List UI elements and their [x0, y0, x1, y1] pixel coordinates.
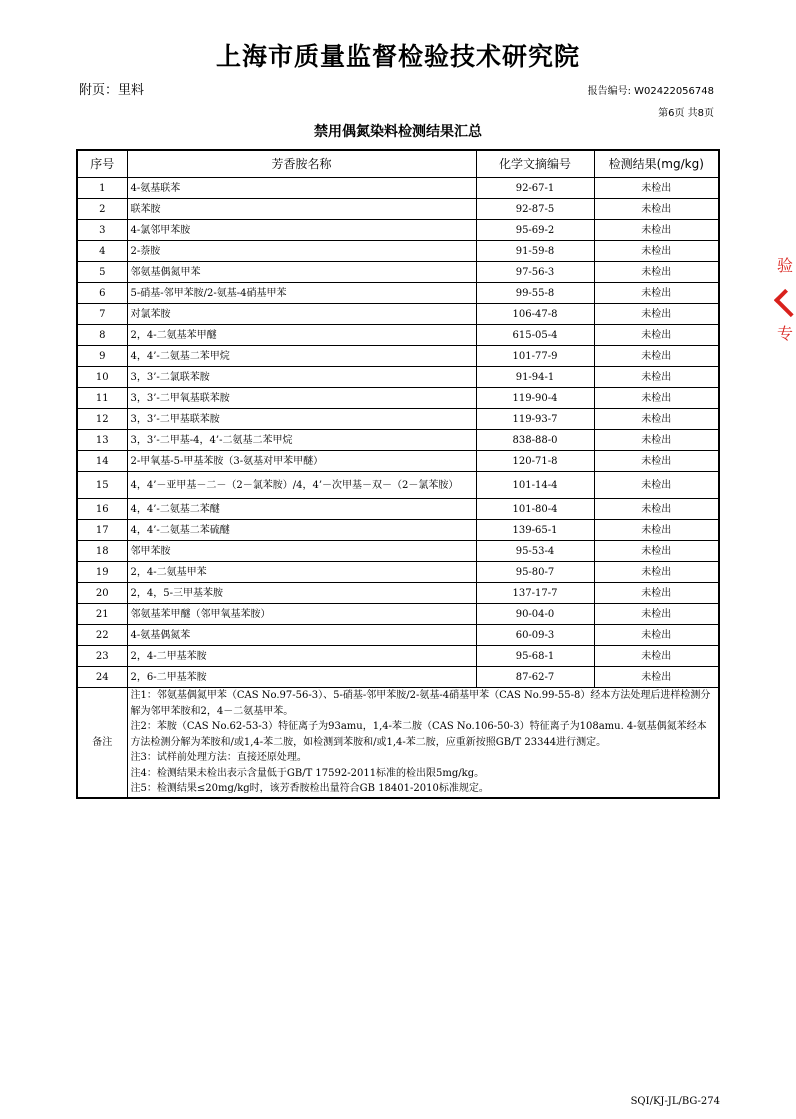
row-number: 18: [77, 541, 127, 562]
row-number: 13: [77, 430, 127, 451]
amine-name: 邻氨基偶氮甲苯: [127, 262, 476, 283]
cas-number: 95-69-2: [476, 220, 594, 241]
cas-number: 615-05-4: [476, 325, 594, 346]
results-table: [76, 149, 720, 799]
test-result: 未检出: [594, 646, 719, 667]
amine-name: 4-氯邻甲苯胺: [127, 220, 476, 241]
table-row: [77, 199, 719, 220]
table-row: [77, 451, 719, 472]
row-number: 15: [77, 472, 127, 499]
amine-name: 联苯胺: [127, 199, 476, 220]
cas-number: 91-94-1: [476, 367, 594, 388]
test-result: 未检出: [594, 472, 719, 499]
notes-label: 备注: [77, 688, 127, 798]
table-row: [77, 283, 719, 304]
test-result: 未检出: [594, 388, 719, 409]
notes-content: [127, 688, 719, 798]
test-result: 未检出: [594, 541, 719, 562]
test-result: 未检出: [594, 262, 719, 283]
cas-number: 95-68-1: [476, 646, 594, 667]
institute-title: 上海市质量监督检验技术研究院: [215, 42, 580, 71]
test-result: 未检出: [594, 283, 719, 304]
cas-number: 90-04-0: [476, 604, 594, 625]
amine-name: 邻甲苯胺: [127, 541, 476, 562]
table-row: [77, 646, 719, 667]
cas-number: 101-14-4: [476, 472, 594, 499]
row-number: 11: [77, 388, 127, 409]
cas-number: 87-62-7: [476, 667, 594, 688]
test-result: 未检出: [594, 220, 719, 241]
table-row: [77, 541, 719, 562]
row-number: 24: [77, 667, 127, 688]
row-number: 14: [77, 451, 127, 472]
table-row: [77, 667, 719, 688]
test-result: 未检出: [594, 346, 719, 367]
test-result: 未检出: [594, 304, 719, 325]
amine-name: 2-萘胺: [127, 241, 476, 262]
table-row: [77, 325, 719, 346]
table-title: 禁用偶氮染料检测结果汇总: [314, 124, 482, 140]
amine-name: 3，3’-二甲基联苯胺: [127, 409, 476, 430]
note-5: 注5：检测结果≤20mg/kg时，该芳香胺检出量符合GB 18401-2010标准规定。: [130, 783, 489, 794]
cas-number: 95-53-4: [476, 541, 594, 562]
note-4: 注4：检测结果未检出表示含量低于GB/T 17592-2011标准的检出限5mg/kg。: [130, 767, 485, 779]
amine-name: 4，4’-二氨基二苯甲烷: [127, 346, 476, 367]
seal-mark: [774, 289, 796, 317]
test-result: 未检出: [594, 520, 719, 541]
test-result: 未检出: [594, 451, 719, 472]
amine-name: 3，3’-二甲基-4，4’-二氨基二苯甲烷: [127, 430, 476, 451]
note-2: 注2：苯胺（CAS No.62-53-3）特征离子为93amu，1,4-苯二胺（CAS No.106-50-3）特征离子为108amu. 4-氨基偶氮苯经本方法检测分解为苯胺和/或1,4-苯二胺，如检测到苯胺和/或1,4-苯二胺，应重新按照GB/T 23344进行测定。: [130, 721, 707, 748]
cas-number: 119-93-7: [476, 409, 594, 430]
table-row: [77, 304, 719, 325]
row-number: 17: [77, 520, 127, 541]
cas-number: 99-55-8: [476, 283, 594, 304]
table-row: [77, 262, 719, 283]
test-result: 未检出: [594, 583, 719, 604]
cas-number: 139-65-1: [476, 520, 594, 541]
column-header-name: 芳香胺名称: [127, 150, 476, 178]
cas-number: 137-17-7: [476, 583, 594, 604]
test-result: 未检出: [594, 430, 719, 451]
table-row: [77, 583, 719, 604]
cas-number: 95-80-7: [476, 562, 594, 583]
cas-number: 120-71-8: [476, 451, 594, 472]
amine-name: 4，4’－亚甲基－二－（2－氯苯胺）/4，4’－次甲基－双－（2－氯苯胺）: [127, 472, 476, 499]
row-number: 6: [77, 283, 127, 304]
test-result: 未检出: [594, 367, 719, 388]
table-row: [77, 562, 719, 583]
cas-number: 60-09-3: [476, 625, 594, 646]
table-body: [77, 178, 719, 688]
cas-number: 91-59-8: [476, 241, 594, 262]
page-info: 第6页 共8页: [658, 108, 714, 119]
amine-name: 4，4’-二氨基二苯硫醚: [127, 520, 476, 541]
table-row: [77, 388, 719, 409]
row-number: 3: [77, 220, 127, 241]
column-header-cas: 化学文摘编号: [476, 150, 594, 178]
test-result: 未检出: [594, 325, 719, 346]
row-number: 21: [77, 604, 127, 625]
row-number: 22: [77, 625, 127, 646]
cas-number: 119-90-4: [476, 388, 594, 409]
amine-name: 5-硝基-邻甲苯胺/2-氨基-4硝基甲苯: [127, 283, 476, 304]
row-number: 5: [77, 262, 127, 283]
amine-name: 2，4-二氨基苯甲醚: [127, 325, 476, 346]
table-row: [77, 472, 719, 499]
table-row: [77, 520, 719, 541]
report-number: 报告编号: W02422056748: [587, 86, 714, 97]
table-row: [77, 430, 719, 451]
amine-name: 2，4-二甲基苯胺: [127, 646, 476, 667]
row-number: 1: [77, 178, 127, 199]
row-number: 16: [77, 499, 127, 520]
red-seal-stamp: [774, 255, 796, 395]
amine-name: 2，6-二甲基苯胺: [127, 667, 476, 688]
footer-code: SQI/KJ-JL/BG-274: [630, 1096, 720, 1107]
table-row: [77, 499, 719, 520]
row-number: 23: [77, 646, 127, 667]
table-row: [77, 220, 719, 241]
test-result: 未检出: [594, 409, 719, 430]
test-result: 未检出: [594, 667, 719, 688]
table-row: [77, 178, 719, 199]
amine-name: 3，3’-二甲氧基联苯胺: [127, 388, 476, 409]
row-number: 20: [77, 583, 127, 604]
table-row: [77, 625, 719, 646]
row-number: 9: [77, 346, 127, 367]
table-row: [77, 604, 719, 625]
amine-name: 3，3’-二氯联苯胺: [127, 367, 476, 388]
amine-name: 4，4’-二氨基二苯醚: [127, 499, 476, 520]
amine-name: 2-甲氧基-5-甲基苯胺（3-氨基对甲苯甲醚）: [127, 451, 476, 472]
row-number: 12: [77, 409, 127, 430]
seal-char-1: 验: [776, 256, 793, 275]
test-result: 未检出: [594, 199, 719, 220]
note-1: 注1：邻氨基偶氮甲苯（CAS No.97-56-3）、5-硝基-邻甲苯胺/2-氨基-4硝基甲苯（CAS No.99-55-8）经本方法处理后进样检测分解为邻甲苯胺和2，4－二氨基甲苯。: [130, 690, 711, 717]
notes-row: [77, 688, 719, 798]
amine-name: 4-氨基偶氮苯: [127, 625, 476, 646]
table-row: [77, 409, 719, 430]
test-result: 未检出: [594, 625, 719, 646]
cas-number: 106-47-8: [476, 304, 594, 325]
amine-name: 4-氨基联苯: [127, 178, 476, 199]
table-row: [77, 346, 719, 367]
seal-char-2: 专: [776, 324, 793, 343]
cas-number: 92-87-5: [476, 199, 594, 220]
row-number: 19: [77, 562, 127, 583]
amine-name: 对氯苯胺: [127, 304, 476, 325]
amine-name: 2，4-二氨基甲苯: [127, 562, 476, 583]
test-result: 未检出: [594, 562, 719, 583]
test-result: 未检出: [594, 499, 719, 520]
table-row: [77, 241, 719, 262]
table-row: [77, 367, 719, 388]
test-result: 未检出: [594, 241, 719, 262]
row-number: 10: [77, 367, 127, 388]
note-3: 注3：试样前处理方法：直接还原处理。: [130, 752, 307, 763]
row-number: 4: [77, 241, 127, 262]
amine-name: 邻氨基苯甲醚（邻甲氧基苯胺）: [127, 604, 476, 625]
row-number: 7: [77, 304, 127, 325]
row-number: 8: [77, 325, 127, 346]
cas-number: 838-88-0: [476, 430, 594, 451]
column-header-no: 序号: [77, 150, 127, 178]
test-result: 未检出: [594, 178, 719, 199]
amine-name: 2，4，5-三甲基苯胺: [127, 583, 476, 604]
cas-number: 97-56-3: [476, 262, 594, 283]
cas-number: 92-67-1: [476, 178, 594, 199]
table-header-row: [77, 150, 719, 178]
attachment-label: 附页：里料: [79, 83, 145, 98]
cas-number: 101-77-9: [476, 346, 594, 367]
cas-number: 101-80-4: [476, 499, 594, 520]
column-header-result: 检测结果(mg/kg): [594, 150, 719, 178]
test-result: 未检出: [594, 604, 719, 625]
row-number: 2: [77, 199, 127, 220]
